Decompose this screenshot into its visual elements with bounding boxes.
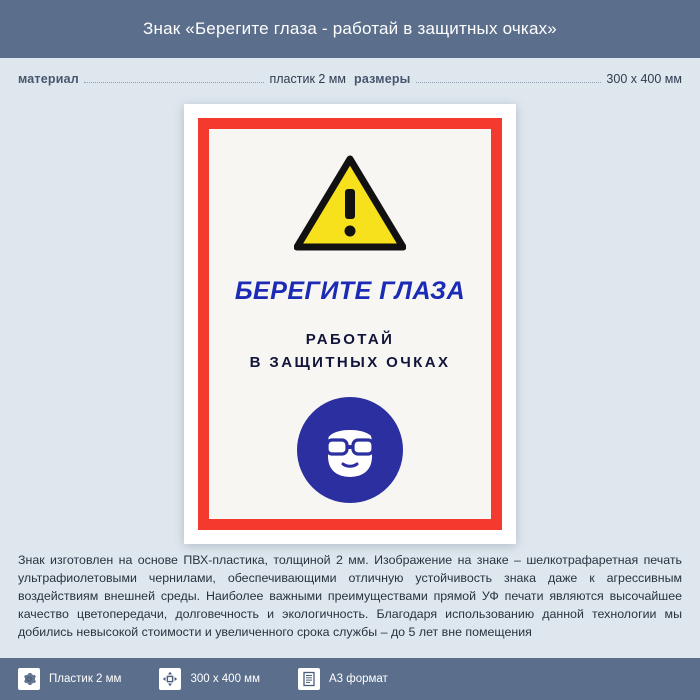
page-footer <box>0 658 700 700</box>
warning-triangle-icon <box>294 155 406 251</box>
dot-leader <box>84 73 265 83</box>
page-title: Знак «Берегите глаза - работай в защитных очках» <box>143 19 557 38</box>
document-icon <box>298 668 320 690</box>
sign-subtitle-line1: РАБОТАЙ <box>305 331 395 348</box>
spec-size-label: размеры <box>354 72 411 86</box>
sign-image <box>184 104 516 544</box>
gear-icon <box>18 668 40 690</box>
footer-item-material <box>18 668 121 690</box>
dot-leader <box>416 73 602 83</box>
spec-size <box>354 72 682 86</box>
spec-size-value: 300 x 400 мм <box>606 72 682 86</box>
spec-material-value: пластик 2 мм <box>269 72 346 86</box>
footer-label-format: A3 формат <box>328 673 388 685</box>
footer-label-material: Пластик 2 мм <box>49 673 122 685</box>
sign-subtitle-line2: В ЗАЩИТНЫХ ОЧКАХ <box>249 354 451 372</box>
sign-board <box>198 118 502 530</box>
resize-arrows-icon <box>159 668 181 690</box>
spec-material <box>18 72 346 86</box>
product-description: Знак изготовлен на основе ПВХ-пластика, толщиной 2 мм. Изображение на знаке – шелкотрафаретная печать ультрафиолетовыми чернилами, обеспечивающими отличную устойчивость знака даже к агрессивным воздействиям внешней среды. Наиболее важными преимуществами прямой УФ печати являются высочайшее качество цветопередачи, долговечность и экологичность. Благодаря использованию данной технологии мы добились невысокой стоимости и увеличенного срока службы – до 5 лет вне помещения <box>18 553 682 639</box>
safety-goggles-icon <box>297 397 403 503</box>
sign-subtitle <box>250 328 451 375</box>
footer-label-size: 300 x 400 мм <box>190 673 260 685</box>
spec-material-label: материал <box>18 72 79 86</box>
footer-item-format <box>298 668 388 690</box>
spec-line <box>18 72 682 98</box>
footer-item-size <box>159 668 260 690</box>
sign-title: БЕРЕГИТЕ ГЛАЗА <box>234 277 466 305</box>
page-header <box>0 0 700 58</box>
